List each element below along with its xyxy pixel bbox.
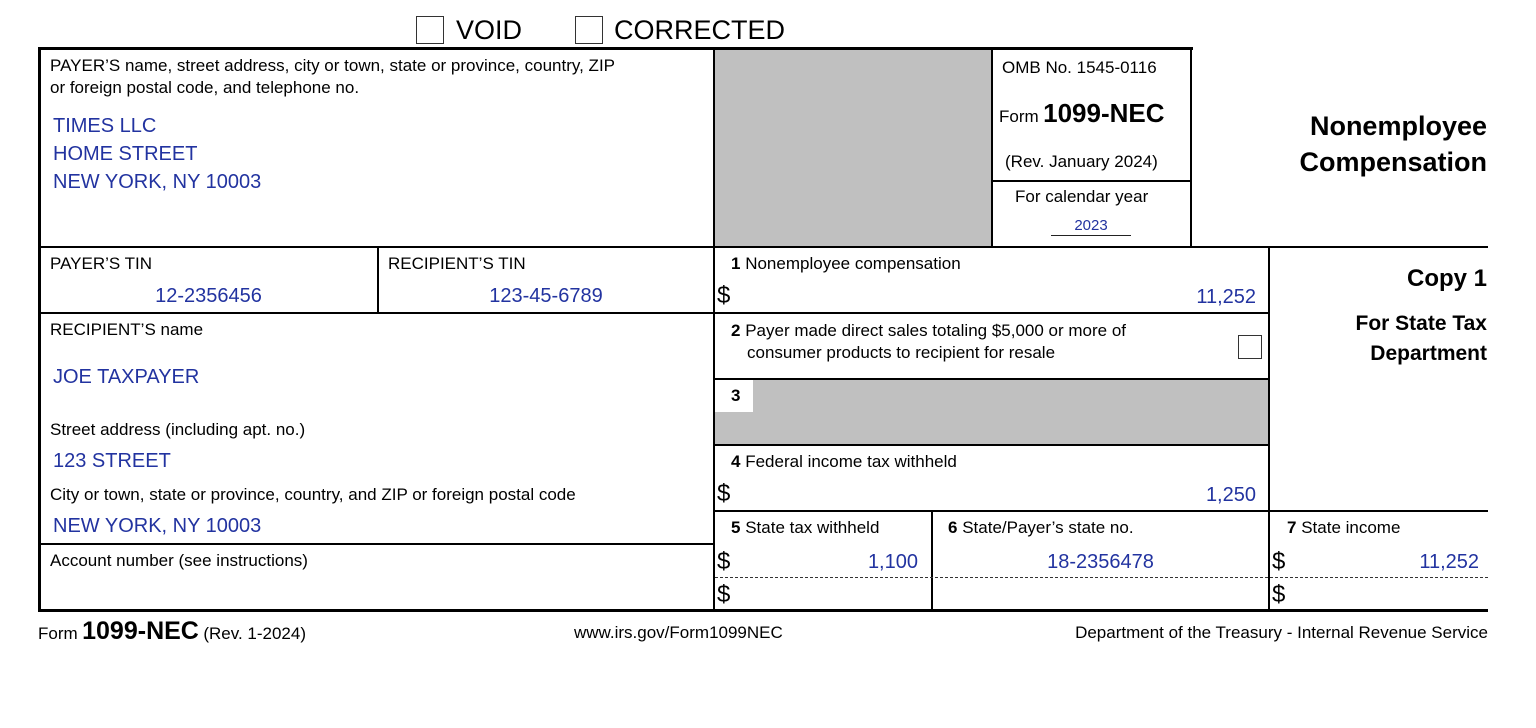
box4-value[interactable]: 1,250 [1205,484,1256,506]
title-line1: Nonemployee [1309,111,1487,141]
box1-dollar-sign: $ [717,282,731,309]
recipient-city-label: City or town, state or province, country, and ZIP or foreign postal code [50,485,576,504]
title-line2: Compensation [1299,147,1487,177]
divider-gray-omb [991,47,993,247]
box7-text: State income [1301,518,1401,537]
divider-boxes-copy [1268,246,1270,612]
box1-label [731,254,961,274]
payer-label-line1: PAYER’S name, street address, city or town, state or province, country, ZIP [50,56,616,75]
row-line-box1-2 [713,312,1270,314]
box1-text: Nonemployee compensation [745,254,961,273]
form-bottom-border [38,609,1488,612]
box5-dollar-sign-1: $ [717,548,731,575]
box7-label [1287,518,1400,538]
box2-label-line2: consumer products to recipient for resale [747,343,1056,362]
box2-checkbox[interactable] [1238,335,1262,359]
box6-number: 6 [948,518,958,537]
box5-value-1[interactable]: 1,100 [867,551,918,573]
copy-line1: For State Tax [1355,312,1487,335]
payer-street[interactable]: HOME STREET [53,143,198,165]
form-prefix: Form [999,107,1039,126]
footer-form-number: 1099-NEC [82,617,199,645]
row-line-313 [38,312,715,314]
footer-url[interactable]: www.irs.gov/Form1099NEC [574,623,783,642]
box5-text: State tax withheld [745,518,880,537]
form-left-border [38,47,41,612]
form-top-border [38,47,1193,50]
footer-agency: Department of the Treasury - Internal Revenue Service [1075,623,1488,642]
void-label: VOID [456,15,523,45]
box6-value-1[interactable]: 18-2356478 [1047,551,1154,573]
form-number: 1099-NEC [1043,98,1165,128]
box3-shaded [715,380,1268,444]
omb-number: OMB No. 1545-0116 [1002,58,1157,77]
recipient-city[interactable]: NEW YORK, NY 10003 [53,515,262,537]
box4-dollar-sign: $ [717,480,731,507]
recipient-name-label: RECIPIENT’S name [50,320,204,339]
box7-dollar-sign-1: $ [1272,548,1286,575]
box4-label [731,452,957,472]
form-revision: (Rev. January 2024) [1005,152,1158,171]
calendar-year-value[interactable]: 2023 [1051,217,1131,236]
payer-label-line2: or foreign postal code, and telephone no. [50,78,360,97]
box7-number: 7 [1287,518,1297,537]
box4-number: 4 [731,452,741,471]
divider-omb-right [1190,47,1192,247]
calendar-year-label: For calendar year [1015,187,1149,206]
row-line-account [38,543,715,545]
box2-label-line1 [731,321,1126,341]
state-row-dashed-divider [715,577,1488,578]
box5-label [731,518,879,538]
account-number-label: Account number (see instructions) [50,551,308,570]
payer-name[interactable]: TIMES LLC [53,115,157,137]
recipient-street-label: Street address (including apt. no.) [50,420,306,439]
recipient-tin-label: RECIPIENT’S TIN [388,254,526,273]
box7-value-1[interactable]: 11,252 [1419,551,1479,573]
footer-form-prefix: Form [38,624,78,643]
row-line-246 [38,246,1488,248]
copy-label: Copy 1 [1406,265,1487,292]
corrected-label: CORRECTED [614,15,786,45]
box1-value[interactable]: 11,252 [1196,286,1256,308]
box7-dollar-sign-2: $ [1272,581,1286,608]
row-line-box3-4 [713,444,1270,446]
account-number-value[interactable] [53,578,693,602]
row-line-box4-5 [713,510,1488,512]
box4-text: Federal income tax withheld [745,452,957,471]
box5-dollar-sign-2: $ [717,581,731,608]
box6-text: State/Payer’s state no. [962,518,1134,537]
payer-tin-value[interactable]: 12-2356456 [155,285,262,307]
box6-label [948,518,1134,538]
copy-line2: Department [1370,342,1487,365]
box1-number: 1 [731,254,741,273]
shaded-area-top [715,50,991,246]
box2-text-line1: Payer made direct sales totaling $5,000 or more of [745,321,1127,340]
void-checkbox[interactable] [416,16,444,44]
footer-revision: (Rev. 1-2024) [203,624,306,643]
box2-number: 2 [731,321,741,340]
box3-number: 3 [731,386,741,405]
payer-city[interactable]: NEW YORK, NY 10003 [53,171,262,193]
payer-tin-label: PAYER’S TIN [50,254,153,273]
footer-form-id [38,617,306,646]
recipient-tin-value[interactable]: 123-45-6789 [489,285,603,307]
recipient-street[interactable]: 123 STREET [53,450,171,472]
corrected-checkbox[interactable] [575,16,603,44]
omb-calendar-divider [991,180,1192,182]
form-title [999,98,1165,129]
box5-number: 5 [731,518,741,537]
recipient-name[interactable]: JOE TAXPAYER [53,366,200,388]
